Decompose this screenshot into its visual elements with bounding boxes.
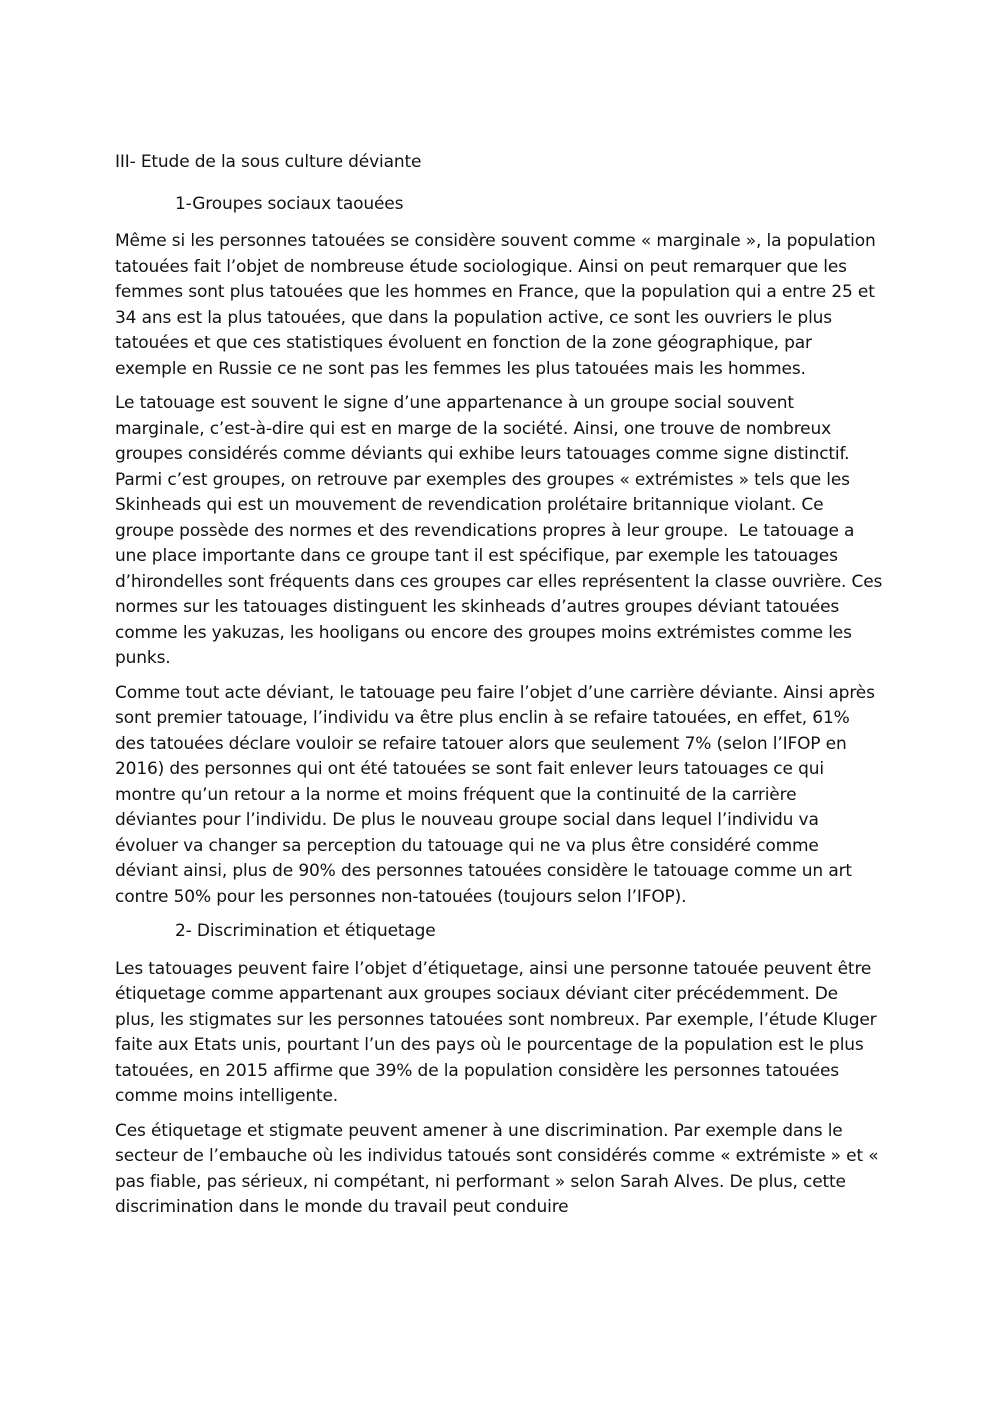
paragraph-groupes-statistiques: Même si les personnes tatouées se considère souvent comme « marginale », la population tatouées fait l’objet de nombreuse étude sociologique. Ainsi on peut remarquer que les femmes sont plus tatouées que les hommes en France, que la population qui a entre 25 et 34 ans est la plus tatouées, que dans la population active, ce sont les ouvriers le plus tatouées et que ces statistiques évoluent en fonction de la zone géographique, par exemple en Russie ce ne sont pas les femmes les plus tatouées mais les hommes.	[115, 231, 881, 379]
paragraph-etiquetage-stigmates: Les tatouages peuvent faire l’objet d’étiquetage, ainsi une personne tatouée peuvent être étiquetage comme appartenant aux groupes sociaux déviant citer précédemment. De plus, les stigmates sur les personnes tatouées sont nombreux. Par exemple, l’étude Kluger faite aux Etats unis, pourtant l’un des pays où le pourcentage de la population est le plus tatouées, en 2015 affirme que 39% de la population considère les personnes tatouées comme moins intelligente.	[115, 958, 882, 1106]
section-title: III- Etude de la sous culture déviante	[115, 152, 422, 172]
subsection-2-heading: 2- Discrimination et étiquetage	[175, 921, 436, 941]
paragraph-carriere-deviante: Comme tout acte déviant, le tatouage peu faire l’objet d’une carrière déviante. Ainsi après sont premier tatouage, l’individu va être plus enclin à se refaire tatouées, en effet, 61% des tatouées déclare vouloir se refaire tatouer alors que seulement 7% (selon l’IFOP en 2016) des personnes qui ont été tatouées se sont fait enlever leurs tatouages ce qui montre qu’un retour a la norme et moins fréquent que la continuité de la carrière déviantes pour l’individu. De plus le nouveau groupe social dans lequel l’individu va évoluer va changer sa perception du tatouage qui ne va plus être considéré comme déviant ainsi, plus de 90% des personnes tatouées considère le tatouage comme un art contre 50% pour les personnes non-tatouées (toujours selon l’IFOP).	[115, 682, 881, 907]
subsection-1-heading: 1-Groupes sociaux taouées	[175, 193, 404, 214]
paragraph-appartenance-groupe: Le tatouage est souvent le signe d’une appartenance à un groupe social souvent marginale, c’est-à-dire qui est en marge de la société. Ainsi, one trouve de nombreux groupes considérés comme déviants qui exhibe leurs tatouages comme signe distinctif. Parmi c’est groupes, on retrouve par exemples des groupes « extrémistes » tels que les Skinheads qui est un mouvement de revendication prolétaire britannique violant. Ce groupe possède des normes et des revendications propres à leur groupe. Le tatouage a une place importante dans ce groupe tant il est spécifique, par exemple les tatouages d’hirondelles sont fréquents dans ces groupes car elles représentent la classe ouvrière. Ces normes sur les tatouages distinguent les skinheads d’autres groupes déviant tatouées comme les yakuzas, les hooligans ou encore des groupes moins extrémistes comme les punks.	[115, 393, 888, 668]
paragraph-discrimination-embauche: Ces étiquetage et stigmate peuvent amener à une discrimination. Par exemple dans le secteur de l’embauche où les individus tatoués sont considérés comme « extrémiste » et « pas fiable, pas sérieux, ni compétant, ni performant » selon Sarah Alves. De plus, cette discrimination dans le monde du travail peut conduire	[115, 1120, 884, 1217]
